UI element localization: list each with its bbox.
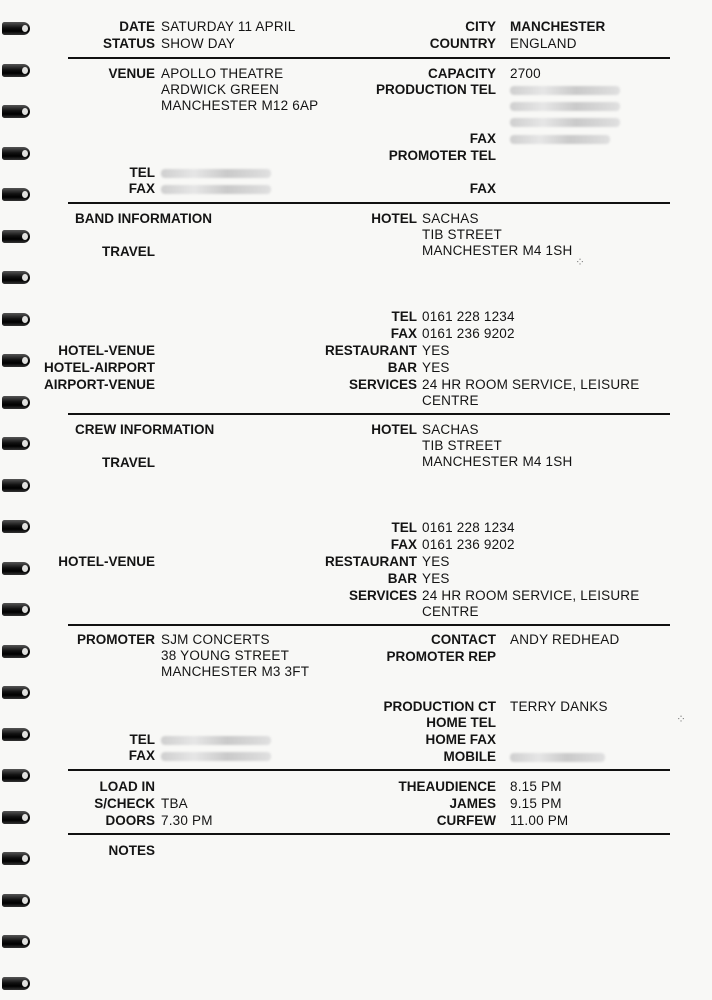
notes-label: NOTES — [108, 843, 155, 858]
spiral-coil — [2, 520, 30, 533]
crew-heading: CREW INFORMATION — [75, 422, 215, 437]
band-heading: BAND INFORMATION — [75, 211, 212, 226]
band-hotel-name: SACHAS — [422, 211, 479, 226]
paper-speck: ⁘ — [575, 255, 586, 269]
doors-label: DOORS — [105, 813, 155, 828]
promoter-label: PROMOTER — [76, 632, 155, 647]
mobile-label: MOBILE — [443, 749, 496, 764]
spiral-coil — [2, 769, 30, 782]
spiral-coil — [2, 354, 30, 367]
status-value: SHOW DAY — [161, 36, 236, 51]
spiral-coil — [2, 728, 30, 741]
redacted-value — [510, 113, 620, 130]
crew-tel-value: 0161 228 1234 — [422, 520, 515, 535]
promoter-name: SJM CONCERTS — [161, 632, 270, 647]
redacted-value — [161, 747, 271, 764]
venue-tel-label: TEL — [129, 165, 155, 180]
redacted-value — [510, 81, 620, 98]
capacity-label: CAPACITY — [427, 66, 496, 81]
band-tel-label: TEL — [391, 309, 417, 324]
soundcheck-value: TBA — [161, 796, 188, 811]
promoter-address-2: MANCHESTER M3 3FT — [161, 664, 310, 679]
redacted-value — [161, 731, 271, 748]
act-1-label: THEAUDIENCE — [398, 779, 496, 794]
crew-tel-label: TEL — [391, 520, 417, 535]
city-label: CITY — [465, 19, 496, 34]
crew-travel-label: TRAVEL — [102, 455, 155, 470]
doors-value: 7.30 PM — [161, 813, 213, 828]
curfew-value: 11.00 PM — [510, 813, 569, 828]
spiral-coil — [2, 188, 30, 201]
band-services-value-1: 24 HR ROOM SERVICE, LEISURE — [422, 377, 640, 392]
date-label: DATE — [119, 19, 155, 34]
spiral-coil — [2, 811, 30, 824]
spiral-coil — [2, 396, 30, 409]
crew-services-value-1: 24 HR ROOM SERVICE, LEISURE — [422, 588, 640, 603]
crew-hotel-venue-label: HOTEL-VENUE — [58, 554, 155, 569]
act-2-time: 9.15 PM — [510, 796, 562, 811]
crew-fax-value: 0161 236 9202 — [422, 537, 515, 552]
crew-fax-label: FAX — [390, 537, 417, 552]
promoter-fax-label: FAX — [128, 748, 155, 763]
crew-restaurant-value: YES — [422, 554, 450, 569]
spiral-coil — [2, 437, 30, 450]
promoter-tel-label: PROMOTER TEL — [388, 148, 496, 163]
crew-bar-label: BAR — [387, 571, 417, 586]
band-travel-label: TRAVEL — [102, 244, 155, 259]
band-hotel-label: HOTEL — [371, 211, 417, 226]
redacted-value — [161, 180, 271, 197]
crew-hotel-label: HOTEL — [371, 422, 417, 437]
band-fax-label: FAX — [390, 326, 417, 341]
load-in-label: LOAD IN — [99, 779, 155, 794]
city-value: MANCHESTER — [510, 19, 606, 34]
date-value: SATURDAY 11 APRIL — [161, 19, 296, 34]
production-ct-value: TERRY DANKS — [510, 699, 608, 714]
redacted-value — [161, 164, 271, 181]
spiral-coil — [2, 313, 30, 326]
venue-name: APOLLO THEATRE — [161, 66, 284, 81]
band-hotel-airport-label: HOTEL-AIRPORT — [44, 360, 155, 375]
divider — [68, 57, 670, 59]
contact-value: ANDY REDHEAD — [510, 632, 620, 647]
spiral-coil — [2, 645, 30, 658]
crew-hotel-address-1: TIB STREET — [422, 438, 503, 453]
country-value: ENGLAND — [510, 36, 577, 51]
status-label: STATUS — [103, 36, 155, 51]
divider — [68, 769, 670, 771]
band-airport-venue-label: AIRPORT-VENUE — [43, 377, 155, 392]
spiral-coil — [2, 64, 30, 77]
band-fax-value: 0161 236 9202 — [422, 326, 515, 341]
promoter-tel-label: TEL — [129, 732, 155, 747]
band-hotel-address-2: MANCHESTER M4 1SH — [422, 243, 573, 258]
divider — [68, 624, 670, 626]
capacity-value: 2700 — [510, 66, 541, 81]
divider — [68, 413, 670, 415]
band-tel-value: 0161 228 1234 — [422, 309, 515, 324]
promoter-fax-label: FAX — [469, 181, 496, 196]
crew-services-value-2: CENTRE — [422, 604, 479, 619]
redacted-value — [510, 97, 620, 114]
spiral-coil — [2, 935, 30, 948]
redacted-value — [510, 130, 610, 147]
act-1-time: 8.15 PM — [510, 779, 562, 794]
act-2-label: JAMES — [449, 796, 496, 811]
band-restaurant-value: YES — [422, 343, 450, 358]
band-services-label: SERVICES — [348, 377, 417, 392]
band-bar-value: YES — [422, 360, 450, 375]
spiral-coil — [2, 147, 30, 160]
soundcheck-label: S/CHECK — [94, 796, 155, 811]
curfew-label: CURFEW — [436, 813, 496, 828]
spiral-coil — [2, 894, 30, 907]
production-fax-label: FAX — [469, 131, 496, 146]
venue-fax-label: FAX — [128, 181, 155, 196]
promoter-rep-label: PROMOTER REP — [386, 649, 496, 664]
spiral-coil — [2, 271, 30, 284]
spiral-coil — [2, 479, 30, 492]
spiral-coil — [2, 686, 30, 699]
spiral-coil — [2, 852, 30, 865]
home-fax-label: HOME FAX — [425, 732, 496, 747]
paper-speck: ⁘ — [676, 712, 687, 726]
spiral-coil — [2, 977, 30, 990]
venue-label: VENUE — [108, 66, 155, 81]
spiral-coil — [2, 603, 30, 616]
crew-hotel-address-2: MANCHESTER M4 1SH — [422, 454, 573, 469]
spiral-coil — [2, 105, 30, 118]
divider — [68, 202, 670, 204]
divider — [68, 833, 670, 835]
production-tel-label: PRODUCTION TEL — [376, 82, 496, 97]
band-hotel-venue-label: HOTEL-VENUE — [58, 343, 155, 358]
band-services-value-2: CENTRE — [422, 393, 479, 408]
redacted-value — [510, 748, 605, 765]
venue-address-2: MANCHESTER M12 6AP — [161, 98, 319, 113]
crew-hotel-name: SACHAS — [422, 422, 479, 437]
promoter-address-1: 38 YOUNG STREET — [161, 648, 290, 663]
venue-address-1: ARDWICK GREEN — [161, 82, 280, 97]
crew-bar-value: YES — [422, 571, 450, 586]
band-restaurant-label: RESTAURANT — [325, 343, 417, 358]
spiral-coil — [2, 230, 30, 243]
home-tel-label: HOME TEL — [426, 715, 496, 730]
band-bar-label: BAR — [387, 360, 417, 375]
crew-services-label: SERVICES — [348, 588, 417, 603]
band-hotel-address-1: TIB STREET — [422, 227, 503, 242]
country-label: COUNTRY — [429, 36, 496, 51]
spiral-coil — [2, 562, 30, 575]
contact-label: CONTACT — [431, 632, 496, 647]
production-ct-label: PRODUCTION CT — [383, 699, 496, 714]
spiral-binding — [0, 0, 40, 1000]
crew-restaurant-label: RESTAURANT — [325, 554, 417, 569]
spiral-coil — [2, 22, 30, 35]
